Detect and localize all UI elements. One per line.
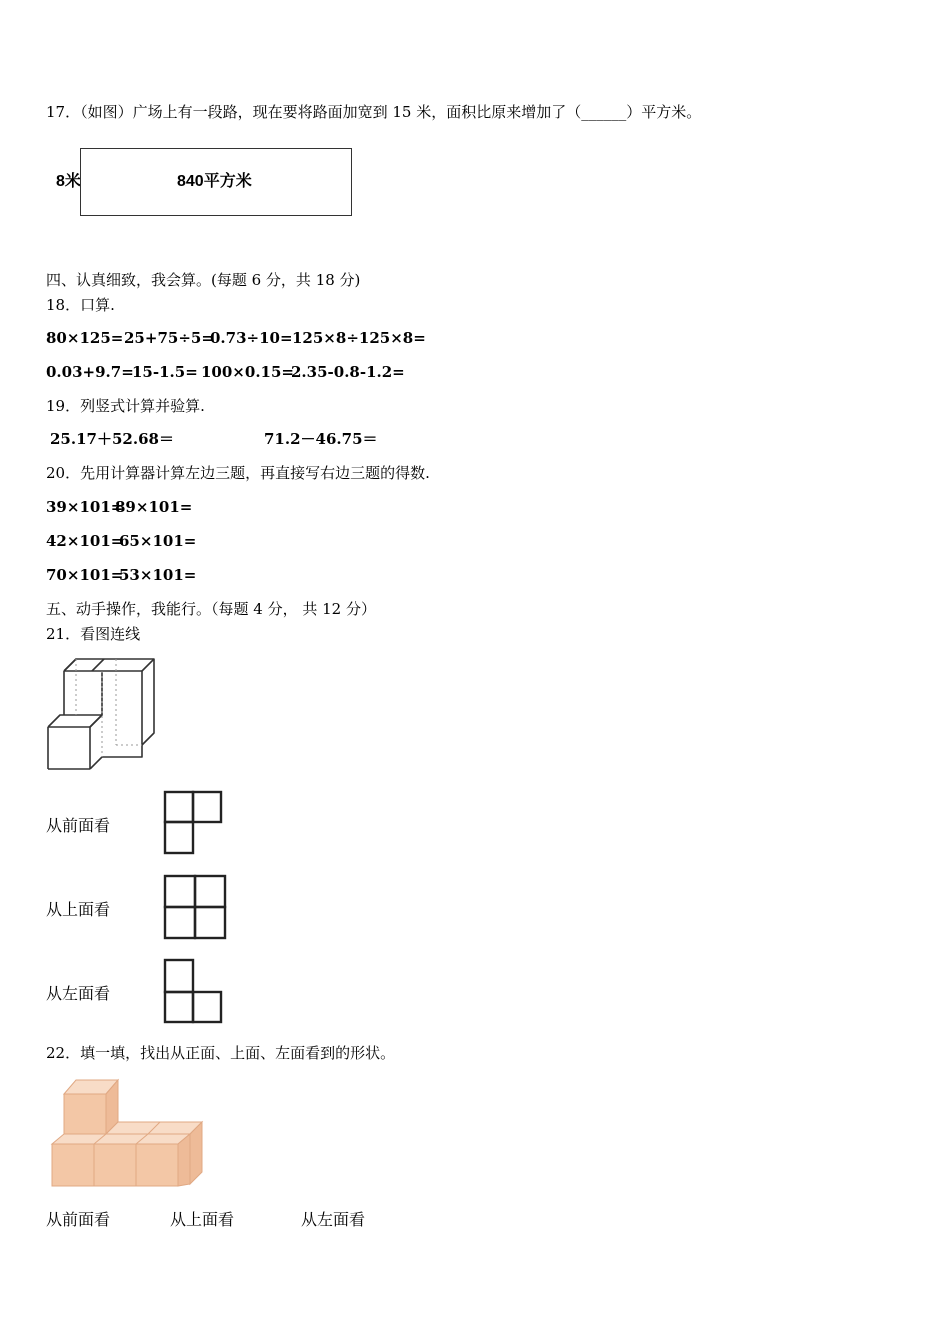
q20-row2-left: 42×101= — [46, 532, 124, 550]
q17-text-end: ）平方米。 — [626, 103, 702, 121]
q17-road-rectangle — [80, 148, 352, 216]
q18-row1-item2: 25+75÷5= — [124, 329, 214, 347]
q21-shape-b[interactable] — [163, 874, 229, 942]
q21-shape-c[interactable] — [163, 958, 225, 1026]
q18-row2-item1: 0.03+9.7= — [46, 363, 134, 381]
q21-view-front-label: 从前面看 — [46, 816, 111, 835]
q22-title: 22．填一填，找出从正面、上面、左面看到的形状。 — [46, 1044, 396, 1062]
q19-title: 19．列竖式计算并验算. — [46, 397, 205, 415]
q18-row1-item4: 125×8÷125×8= — [292, 329, 426, 347]
q22-view-top-label: 从上面看 — [170, 1210, 235, 1229]
section4-heading: 四、认真细致，我会算。(每题 6 分，共 18 分) — [46, 271, 361, 289]
section5-heading: 五、动手操作，我能行。（每题 4 分， 共 12 分） — [46, 600, 376, 618]
q21-title: 21．看图连线 — [46, 625, 141, 643]
q18-row1-item1: 80×125= — [46, 329, 124, 347]
q20-row3-right: 53×101= — [119, 566, 197, 584]
q22-view-left-label: 从左面看 — [301, 1210, 366, 1229]
q17-question — [46, 102, 701, 122]
q22-view-front-label: 从前面看 — [46, 1210, 111, 1229]
q20-row2-right: 65×101= — [119, 532, 197, 550]
q20-row3-left: 70×101= — [46, 566, 124, 584]
q17-area-label: 840平方米 — [177, 173, 252, 190]
q21-view-top-label: 从上面看 — [46, 900, 111, 919]
q20-title: 20．先用计算器计算左边三题，再直接写右边三题的得数. — [46, 464, 430, 482]
q18-row2-item3: 100×0.15= — [201, 363, 294, 381]
q18-title: 18．口算. — [46, 296, 115, 314]
q17-side-label: 8米 — [56, 173, 81, 190]
q17-text: 17．（如图）广场上有一段路，现在要将路面加宽到 15 米，面积比原来增加了（ — [46, 103, 582, 121]
q21-solid-figure — [44, 655, 164, 773]
q21-shape-a[interactable] — [163, 790, 225, 856]
q19-item2: 71.2－46.75＝ — [264, 430, 378, 448]
q18-row2-item4: 2.35-0.8-1.2= — [291, 363, 405, 381]
q20-row1-right: 89×101= — [115, 498, 193, 516]
q21-view-left-label: 从左面看 — [46, 984, 111, 1003]
q18-row2-item2: 15-1.5= — [132, 363, 198, 381]
q22-cube-figure — [48, 1074, 208, 1192]
q20-row1-left: 39×101= — [46, 498, 124, 516]
q18-row1-item3: 0.73÷10= — [210, 329, 293, 347]
q19-item1: 25.17＋52.68＝ — [50, 430, 174, 448]
q17-answer-blank[interactable]: ______ — [581, 103, 627, 121]
